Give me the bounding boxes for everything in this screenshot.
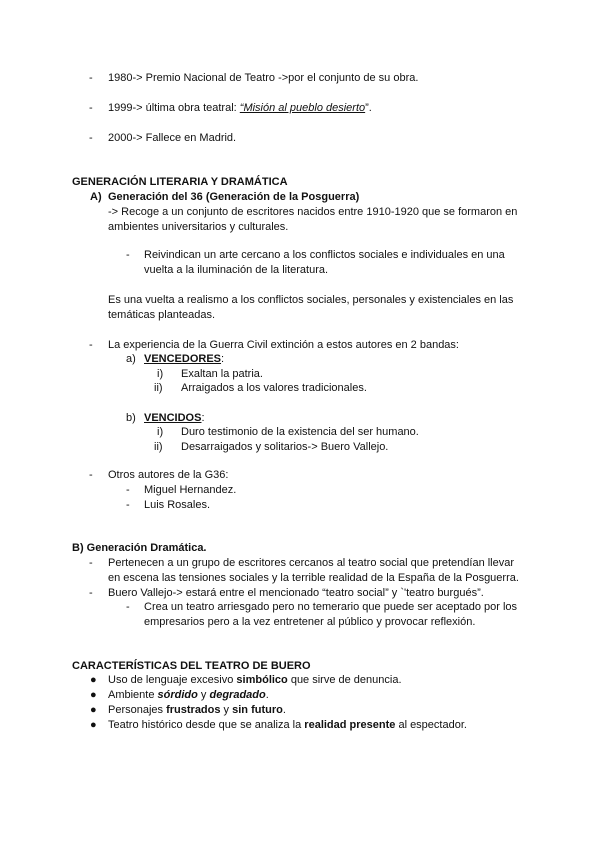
list-marker: - [89, 339, 93, 351]
section-heading: GENERACIÓN LITERARIA Y DRAMÁTICA [72, 176, 288, 188]
paragraph-line: Es una vuelta a realismo a los conflictos sociales, personales y existenciales en las [108, 294, 514, 306]
list-item-text: Personajes frustrados y sin futuro. [108, 704, 286, 716]
list-item-text: Teatro histórico desde que se analiza la realidad presente al espectador. [108, 719, 467, 731]
characteristics-heading: CARACTERÍSTICAS DEL TEATRO DE BUERO [72, 660, 311, 672]
list-item-text: Ambiente sórdido y degradado. [108, 689, 269, 701]
paragraph-line: Crea un teatro arriesgado pero no temerario que puede ser aceptado por los [144, 601, 518, 613]
list-marker: - [126, 484, 130, 496]
roman-numeral: i) [157, 368, 164, 380]
list-item-text: 1980-> Premio Nacional de Teatro ->por el conjunto de su obra. [108, 72, 419, 84]
list-item-text: Desarraigados y solitarios-> Buero Vallejo. [181, 441, 389, 453]
list-item-text: La experiencia de la Guerra Civil extinción a estos autores en 2 bandas: [108, 339, 459, 351]
section-b-title: B) Generación Dramática. [72, 542, 207, 554]
group-name: VENCEDORES: [144, 353, 225, 365]
list-item-text: Duro testimonio de la existencia del ser humano. [181, 426, 419, 438]
list-marker: - [126, 601, 130, 613]
bullet-dot-icon: ● [90, 704, 97, 716]
bullet-dot-icon: ● [90, 674, 97, 686]
group-label: a) [126, 353, 136, 365]
list-item-text: Uso de lenguaje excesivo simbólico que sirve de denuncia. [108, 674, 402, 686]
paragraph-line: -> Recoge a un conjunto de escritores nacidos entre 1910-1920 que se formaron en [108, 206, 518, 218]
roman-numeral: ii) [154, 441, 163, 453]
group-name: VENCIDOS: [144, 412, 205, 424]
group-label: b) [126, 412, 136, 424]
section-a-title: Generación del 36 (Generación de la Posguerra) [108, 191, 360, 203]
roman-numeral: i) [157, 426, 164, 438]
roman-numeral: ii) [154, 382, 163, 394]
paragraph-line: empresarios pero a la vez entretener al público y provocar reflexión. [144, 616, 476, 628]
bullet-dot-icon: ● [90, 719, 97, 731]
list-marker: - [89, 469, 93, 481]
list-marker: - [89, 557, 93, 569]
list-marker: - [89, 72, 93, 84]
list-item-text: 1999-> última obra teatral: “Misión al pueblo desierto”. [108, 102, 372, 114]
list-item-text: Arraigados a los valores tradicionales. [181, 382, 367, 394]
paragraph-line: temáticas planteadas. [108, 309, 216, 321]
work-title-link: “Misión al pueblo desierto [239, 102, 366, 114]
paragraph-line: vuelta a la iluminación de la literatura. [144, 264, 329, 276]
bullet-dot-icon: ● [90, 689, 97, 701]
list-marker: - [89, 587, 93, 599]
author-name: Luis Rosales. [144, 499, 211, 511]
list-marker: - [89, 132, 93, 144]
paragraph-line: Reivindican un arte cercano a los conflictos sociales e individuales en una [144, 249, 505, 261]
paragraph-line: Pertenecen a un grupo de escritores cercanos al teatro social que pretendían llevar [108, 557, 515, 569]
list-item-text: Otros autores de la G36: [108, 469, 229, 481]
list-item-text: 2000-> Fallece en Madrid. [108, 132, 237, 144]
paragraph-line: Buero Vallejo-> estará entre el mencionado “teatro social” y `'teatro burgués”. [108, 587, 484, 599]
list-item-text: Exaltan la patria. [181, 368, 263, 380]
list-marker: - [89, 102, 93, 114]
author-name: Miguel Hernandez. [144, 484, 237, 496]
section-a-label: A) [90, 191, 102, 203]
paragraph-line: en escena las tensiones sociales y la terrible realidad de la España de la Posguerra. [108, 572, 519, 584]
list-marker: - [126, 249, 130, 261]
paragraph-line: ambientes universitarios y culturales. [108, 221, 289, 233]
list-marker: - [126, 499, 130, 511]
